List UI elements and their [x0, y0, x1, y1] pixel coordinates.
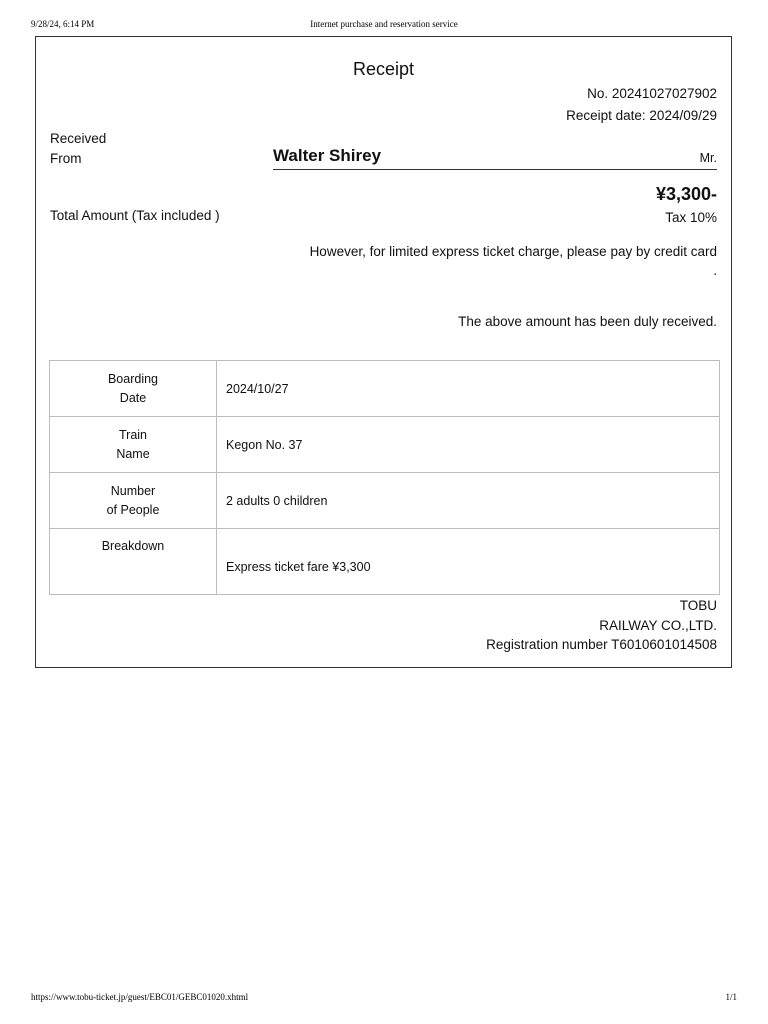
table-row	[50, 417, 720, 473]
issuer-line-1: TOBU	[679, 598, 717, 613]
receipt-title: Receipt	[352, 59, 415, 79]
payment-note-end: .	[713, 263, 717, 278]
total-amount: ¥3,300-	[655, 184, 717, 204]
number-of-people-value: 2 adults 0 children	[217, 473, 720, 529]
table-row	[50, 529, 720, 595]
total-amount-label: Total Amount (Tax included )	[50, 208, 220, 223]
print-url: https://www.tobu-ticket.jp/guest/EBC01/GEBC01020.xhtml	[31, 992, 249, 1002]
train-name-value: Kegon No. 37	[217, 417, 720, 473]
breakdown-value: Express ticket fare ¥3,300	[217, 529, 720, 595]
table-row	[50, 473, 720, 529]
issuer-line-2: RAILWAY CO.,LTD.	[599, 618, 717, 633]
receipt-date: Receipt date: 2024/09/29	[566, 108, 717, 123]
breakdown-label: Breakdown	[50, 529, 217, 595]
details-table	[49, 360, 720, 595]
received-label-1: Received	[50, 131, 107, 146]
print-footer	[0, 992, 768, 1004]
boarding-date-value: 2024/10/27	[217, 361, 720, 417]
print-datetime: 9/28/24, 6:14 PM	[31, 19, 95, 29]
receipt-box	[35, 36, 732, 668]
customer-name-line	[273, 145, 717, 170]
tax-rate: Tax 10%	[665, 210, 717, 225]
print-title: Internet purchase and reservation service	[310, 19, 458, 29]
print-page-number: 1/1	[725, 992, 737, 1002]
boarding-date-label: Boarding Date	[50, 361, 217, 417]
payment-note: However, for limited express ticket charge, please pay by credit card	[309, 244, 717, 259]
number-of-people-label: Number of People	[50, 473, 217, 529]
customer-name: Walter Shirey	[273, 146, 382, 165]
registration-number: Registration number T6010601014508	[486, 637, 717, 652]
train-name-label: Train Name	[50, 417, 217, 473]
honorific: Mr.	[699, 151, 717, 165]
table-row	[50, 361, 720, 417]
received-statement: The above amount has been duly received.	[458, 314, 717, 329]
print-header	[0, 19, 768, 31]
receipt-number: No. 20241027027902	[587, 86, 717, 101]
received-label-2: From	[50, 151, 82, 166]
